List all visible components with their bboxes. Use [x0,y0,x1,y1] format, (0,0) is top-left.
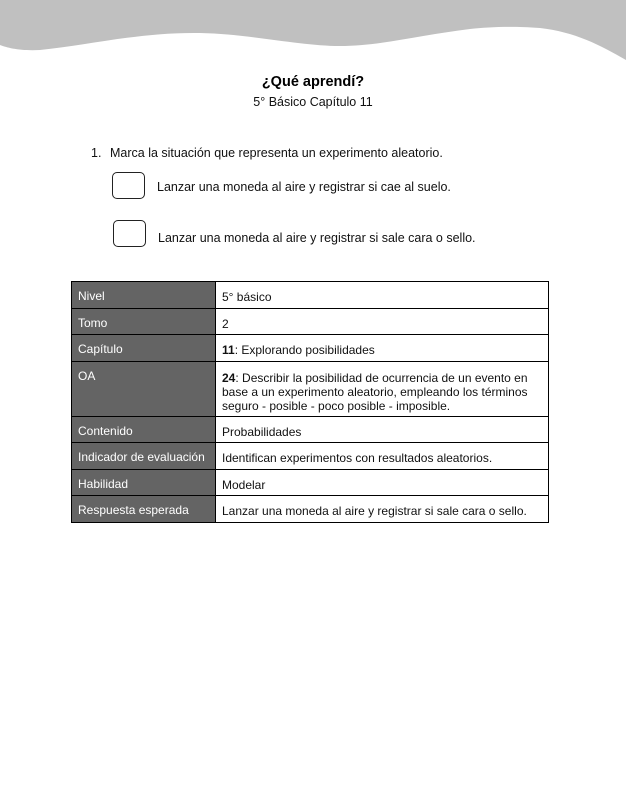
answer-option-label: Lanzar una moneda al aire y registrar si sale cara o sello. [158,231,476,245]
row-label: OA [72,361,216,416]
row-value: Probabilidades [216,416,549,443]
evaluation-info-table [71,281,549,523]
table-row [72,361,549,416]
row-value: Lanzar una moneda al aire y registrar si sale cara o sello. [216,496,549,523]
answer-option-label: Lanzar una moneda al aire y registrar si cae al suelo. [157,180,451,194]
chapter-title: : Explorando posibilidades [234,343,375,357]
oa-description: : Describir la posibilidad de ocurrencia de un evento en base a un experimento aleatorio, empleando los términos seguro - posible - poco posible - imposible. [222,370,528,413]
row-value: Identifican experimentos con resultados aleatorios. [216,443,549,470]
chapter-number: 11 [222,343,235,357]
row-value: 5° básico [216,282,549,309]
question-number: 1. [91,146,102,160]
row-label: Capítulo [72,335,216,362]
row-label: Nivel [72,282,216,309]
row-value: 2 [216,308,549,335]
answer-checkbox[interactable] [113,220,146,247]
page-subtitle: 5° Básico Capítulo 11 [253,95,373,109]
table-row [72,443,549,470]
header-wave-band [0,0,626,70]
table-row [72,469,549,496]
row-label: Contenido [72,416,216,443]
row-label: Habilidad [72,469,216,496]
row-label: Tomo [72,308,216,335]
row-value: Modelar [216,469,549,496]
table-row [72,282,549,309]
table-row [72,308,549,335]
question-text: Marca la situación que representa un experimento aleatorio. [110,146,443,160]
row-value [216,361,549,416]
table-row [72,496,549,523]
row-label: Respuesta esperada [72,496,216,523]
answer-checkbox[interactable] [112,172,145,199]
wave-shape [0,0,626,60]
page-title: ¿Qué aprendí? [261,74,365,90]
table-row [72,335,549,362]
row-label: Indicador de evaluación [72,443,216,470]
table-row [72,416,549,443]
question-prompt [91,146,443,160]
oa-number: 24 [222,370,236,385]
row-value [216,335,549,362]
